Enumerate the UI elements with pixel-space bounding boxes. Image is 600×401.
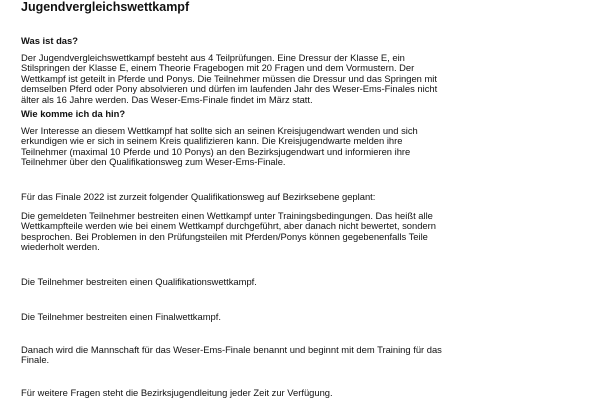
contact-paragraph: Für weitere Fragen steht die Bezirksjugendleitung jeder Zeit zur Verfügung. [21, 387, 333, 398]
text-line: älter als 16 Jahre werden. Das Weser-Ems-Finale findet im März statt. [21, 93, 313, 105]
text-line: Der Jugendvergleichswettkampf besteht aus 4 Teilprüfungen. Eine Dressur der Klasse E, ein [21, 52, 405, 63]
text-line: Stilspringen der Klasse E, einem Theorie Fragebogen mit 20 Fragen und dem Vormustern. Der [21, 62, 415, 74]
section-paragraph-how-to-get-there [21, 126, 418, 168]
text-line: Die gemeldeten Teilnehmer bestreiten einen Wettkampf unter Trainingsbedingungen. Das heißt alle [21, 210, 433, 221]
text-line: demselben Pferd oder Pony absolvieren und dürfen im laufenden Jahr des Weser-Ems-Finales nicht [21, 83, 438, 95]
text-line: besprochen. Bei Problemen in den Prüfungsteilen mit Pferden/Ponys können gegebenenfalls Teile [21, 230, 428, 242]
text-line: erkundigen wie er sich in seinem Kreis qualifizieren kann. Die Kreisjugendwarte melden ihre [21, 135, 403, 147]
text-line: Wettkampfteile werden wie bei einem Wettkampf durchgeführt, aber danach nicht bewertet, sondern [21, 220, 436, 232]
text-line: Teilnehmer über den Qualifikationsweg zum Weser-Ems-Finale. [21, 156, 286, 168]
text-line: Finale. [21, 354, 50, 366]
text-line: Danach wird die Mannschaft für das Weser-Ems-Finale benannt und beginnt mit dem Training für das [21, 344, 442, 355]
training-paragraph [21, 211, 436, 253]
text-line: Teilnehmer (maximal 10 Pferde und 10 Ponys) an den Bezirksjugendwart und informieren ihre [21, 145, 411, 157]
text-line: Wer Interesse an diesem Wettkampf hat sollte sich an seinen Kreisjugendwart wenden und sich [21, 125, 418, 136]
document-title: Jugendvergleichswettkampf [21, 0, 190, 14]
text-line: Wettkampf ist geteilt in Pferde und Ponys. Die Teilnehmer müssen die Dressur und das Springen mit [21, 72, 437, 84]
section-paragraph-what-is-it [21, 53, 437, 105]
final-competition-paragraph: Die Teilnehmer bestreiten einen Finalwettkampf. [21, 311, 221, 322]
team-paragraph [21, 345, 442, 366]
section-heading-how-to-get-there: Wie komme ich da hin? [21, 108, 126, 119]
section-heading-what-is-it: Was ist das? [21, 35, 78, 46]
text-line: wiederholt werden. [21, 241, 100, 253]
finale-intro-paragraph: Für das Finale 2022 ist zurzeit folgender Qualifikationsweg auf Bezirksebene geplant: [21, 191, 376, 202]
qualification-paragraph: Die Teilnehmer bestreiten einen Qualifikationswettkampf. [21, 276, 257, 287]
